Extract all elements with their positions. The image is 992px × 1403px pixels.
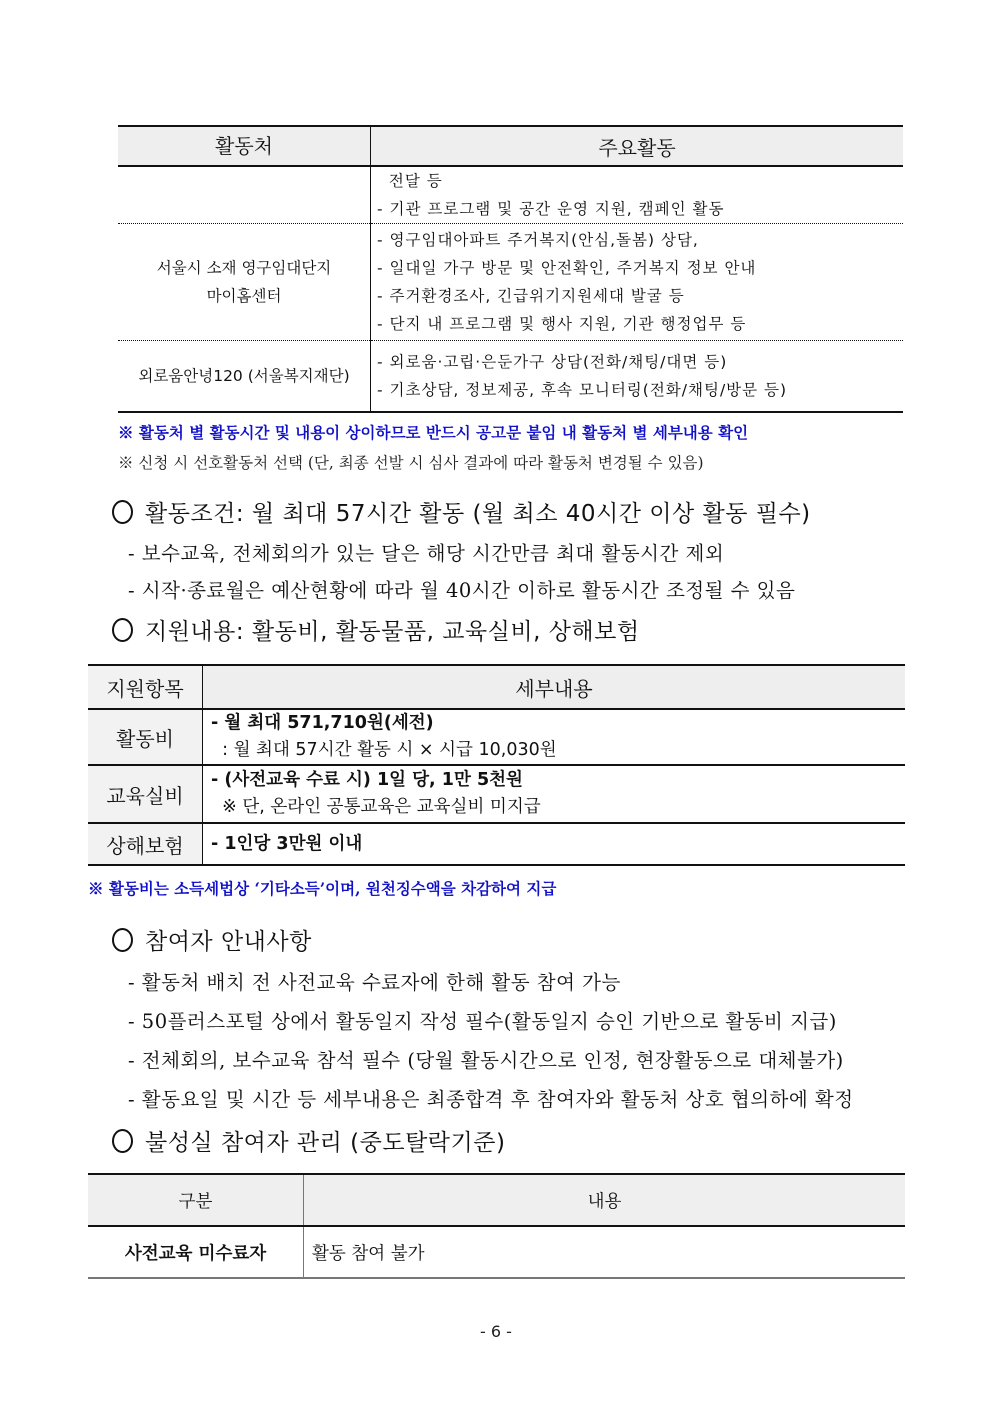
support-detail [203, 709, 906, 765]
circle-bullet-icon [112, 928, 133, 952]
header-category: 구분 [88, 1174, 304, 1226]
support-detail [203, 823, 906, 865]
participant-bullet: - 전체회의, 보수교육 참석 필수 (당월 활동시간으로 인정, 현장활동으로 대체불가) [128, 1049, 844, 1072]
table-row [118, 166, 903, 224]
notice-income-tax: ※ 활동비는 소득세법상 ‘기타소득’이며, 원천징수액을 차감하여 지급 [88, 879, 557, 898]
header-activities: 주요활동 [371, 126, 904, 166]
table-row [88, 709, 905, 765]
table-row [118, 341, 903, 413]
activity-line: - 기관 프로그램 및 공간 운영 지원, 캠페인 활동 [377, 200, 725, 218]
activities-cell [371, 224, 904, 341]
notice-blue: ※ 활동처 별 활동시간 및 내용이 상이하므로 반드시 공고문 붙임 내 활동처 별 세부내용 확인 [118, 423, 749, 442]
place-name: 외로움안녕120 (서울복지재단) [138, 367, 350, 385]
circle-bullet-icon [112, 1129, 133, 1153]
condition-bullet: - 시작·종료월은 예산현황에 따라 월 40시간 이하로 활동시간 조정될 수 있음 [128, 579, 796, 602]
place-cell [118, 224, 371, 341]
participant-bullet: - 50플러스포털 상에서 활동일지 작성 필수(활동일지 승인 기반으로 활동비 지급) [128, 1010, 837, 1033]
activity-line: - 기초상담, 정보제공, 후속 모니터링(전화/채팅/방문 등) [377, 381, 788, 399]
notice-plain: ※ 신청 시 선호활동처 선택 (단, 최종 선발 시 심사 결과에 따라 활동처 변경될 수 있음) [118, 454, 704, 472]
table-row [88, 823, 905, 865]
heading-text: 참여자 안내사항 [145, 929, 312, 955]
activity-line: 전달 등 [377, 172, 443, 190]
place-name: 서울시 소재 영구임대단지 [156, 259, 332, 277]
support-label: 교육실비 [88, 765, 203, 823]
header-support-item: 지원항목 [88, 665, 203, 709]
participant-bullet: - 활동처 배치 전 사전교육 수료자에 한해 활동 참여 가능 [128, 971, 621, 994]
activity-line: - 영구임대아파트 주거복지(안심,돌봄) 상담, [377, 231, 699, 249]
circle-bullet-icon [112, 618, 133, 642]
support-detail [203, 765, 906, 823]
heading-text: 불성실 참여자 관리 (중도탈락기준) [145, 1130, 506, 1156]
table-row [118, 224, 903, 341]
heading-text: 활동조건: 월 최대 57시간 활동 (월 최소 40시간 이상 활동 필수) [145, 501, 811, 527]
support-label: 활동비 [88, 709, 203, 765]
header-details: 세부내용 [203, 665, 906, 709]
dropout-table [88, 1173, 905, 1279]
table-row [88, 1226, 905, 1278]
page-number: - 6 - [480, 1322, 512, 1341]
section-heading-participants [112, 923, 312, 956]
detail-line: - 월 최대 571,710원(세전) [211, 713, 434, 733]
section-heading-dropout [112, 1124, 505, 1157]
activity-line: - 일대일 가구 방문 및 안전확인, 주거복지 정보 안내 [377, 259, 757, 277]
circle-bullet-icon [112, 500, 133, 524]
support-label: 상해보험 [88, 823, 203, 865]
place-name: 마이홈센터 [206, 287, 282, 305]
content-cell: 활동 참여 불가 [304, 1226, 906, 1278]
support-table [88, 664, 905, 866]
activity-place-table [118, 125, 903, 413]
activity-line: - 단지 내 프로그램 및 행사 지원, 기관 행정업무 등 [377, 315, 747, 333]
detail-line: - (사전교육 수료 시) 1일 당, 1만 5천원 [211, 770, 523, 790]
detail-line: ※ 단, 온라인 공통교육은 교육실비 미지급 [211, 797, 541, 817]
place-cell [118, 166, 371, 224]
category-cell: 사전교육 미수료자 [88, 1226, 304, 1278]
place-cell [118, 341, 371, 413]
detail-line: - 1인당 3만원 이내 [211, 833, 363, 854]
section-heading-support [112, 613, 640, 646]
table-row [88, 765, 905, 823]
header-content: 내용 [304, 1174, 906, 1226]
section-heading-conditions [112, 495, 811, 528]
condition-bullet: - 보수교육, 전체회의가 있는 달은 해당 시간만큼 최대 활동시간 제외 [128, 542, 725, 565]
header-place: 활동처 [118, 126, 371, 166]
participant-bullet: - 활동요일 및 시간 등 세부내용은 최종합격 후 참여자와 활동처 상호 협의하에 확정 [128, 1088, 854, 1111]
activity-line: - 외로움·고립·은둔가구 상담(전화/채팅/대면 등) [377, 353, 728, 371]
activities-cell [371, 166, 904, 224]
heading-text: 지원내용: 활동비, 활동물품, 교육실비, 상해보험 [145, 619, 640, 645]
detail-line: : 월 최대 57시간 활동 시 × 시급 10,030원 [211, 740, 557, 760]
activities-cell [371, 341, 904, 413]
activity-line: - 주거환경조사, 긴급위기지원세대 발굴 등 [377, 287, 685, 305]
